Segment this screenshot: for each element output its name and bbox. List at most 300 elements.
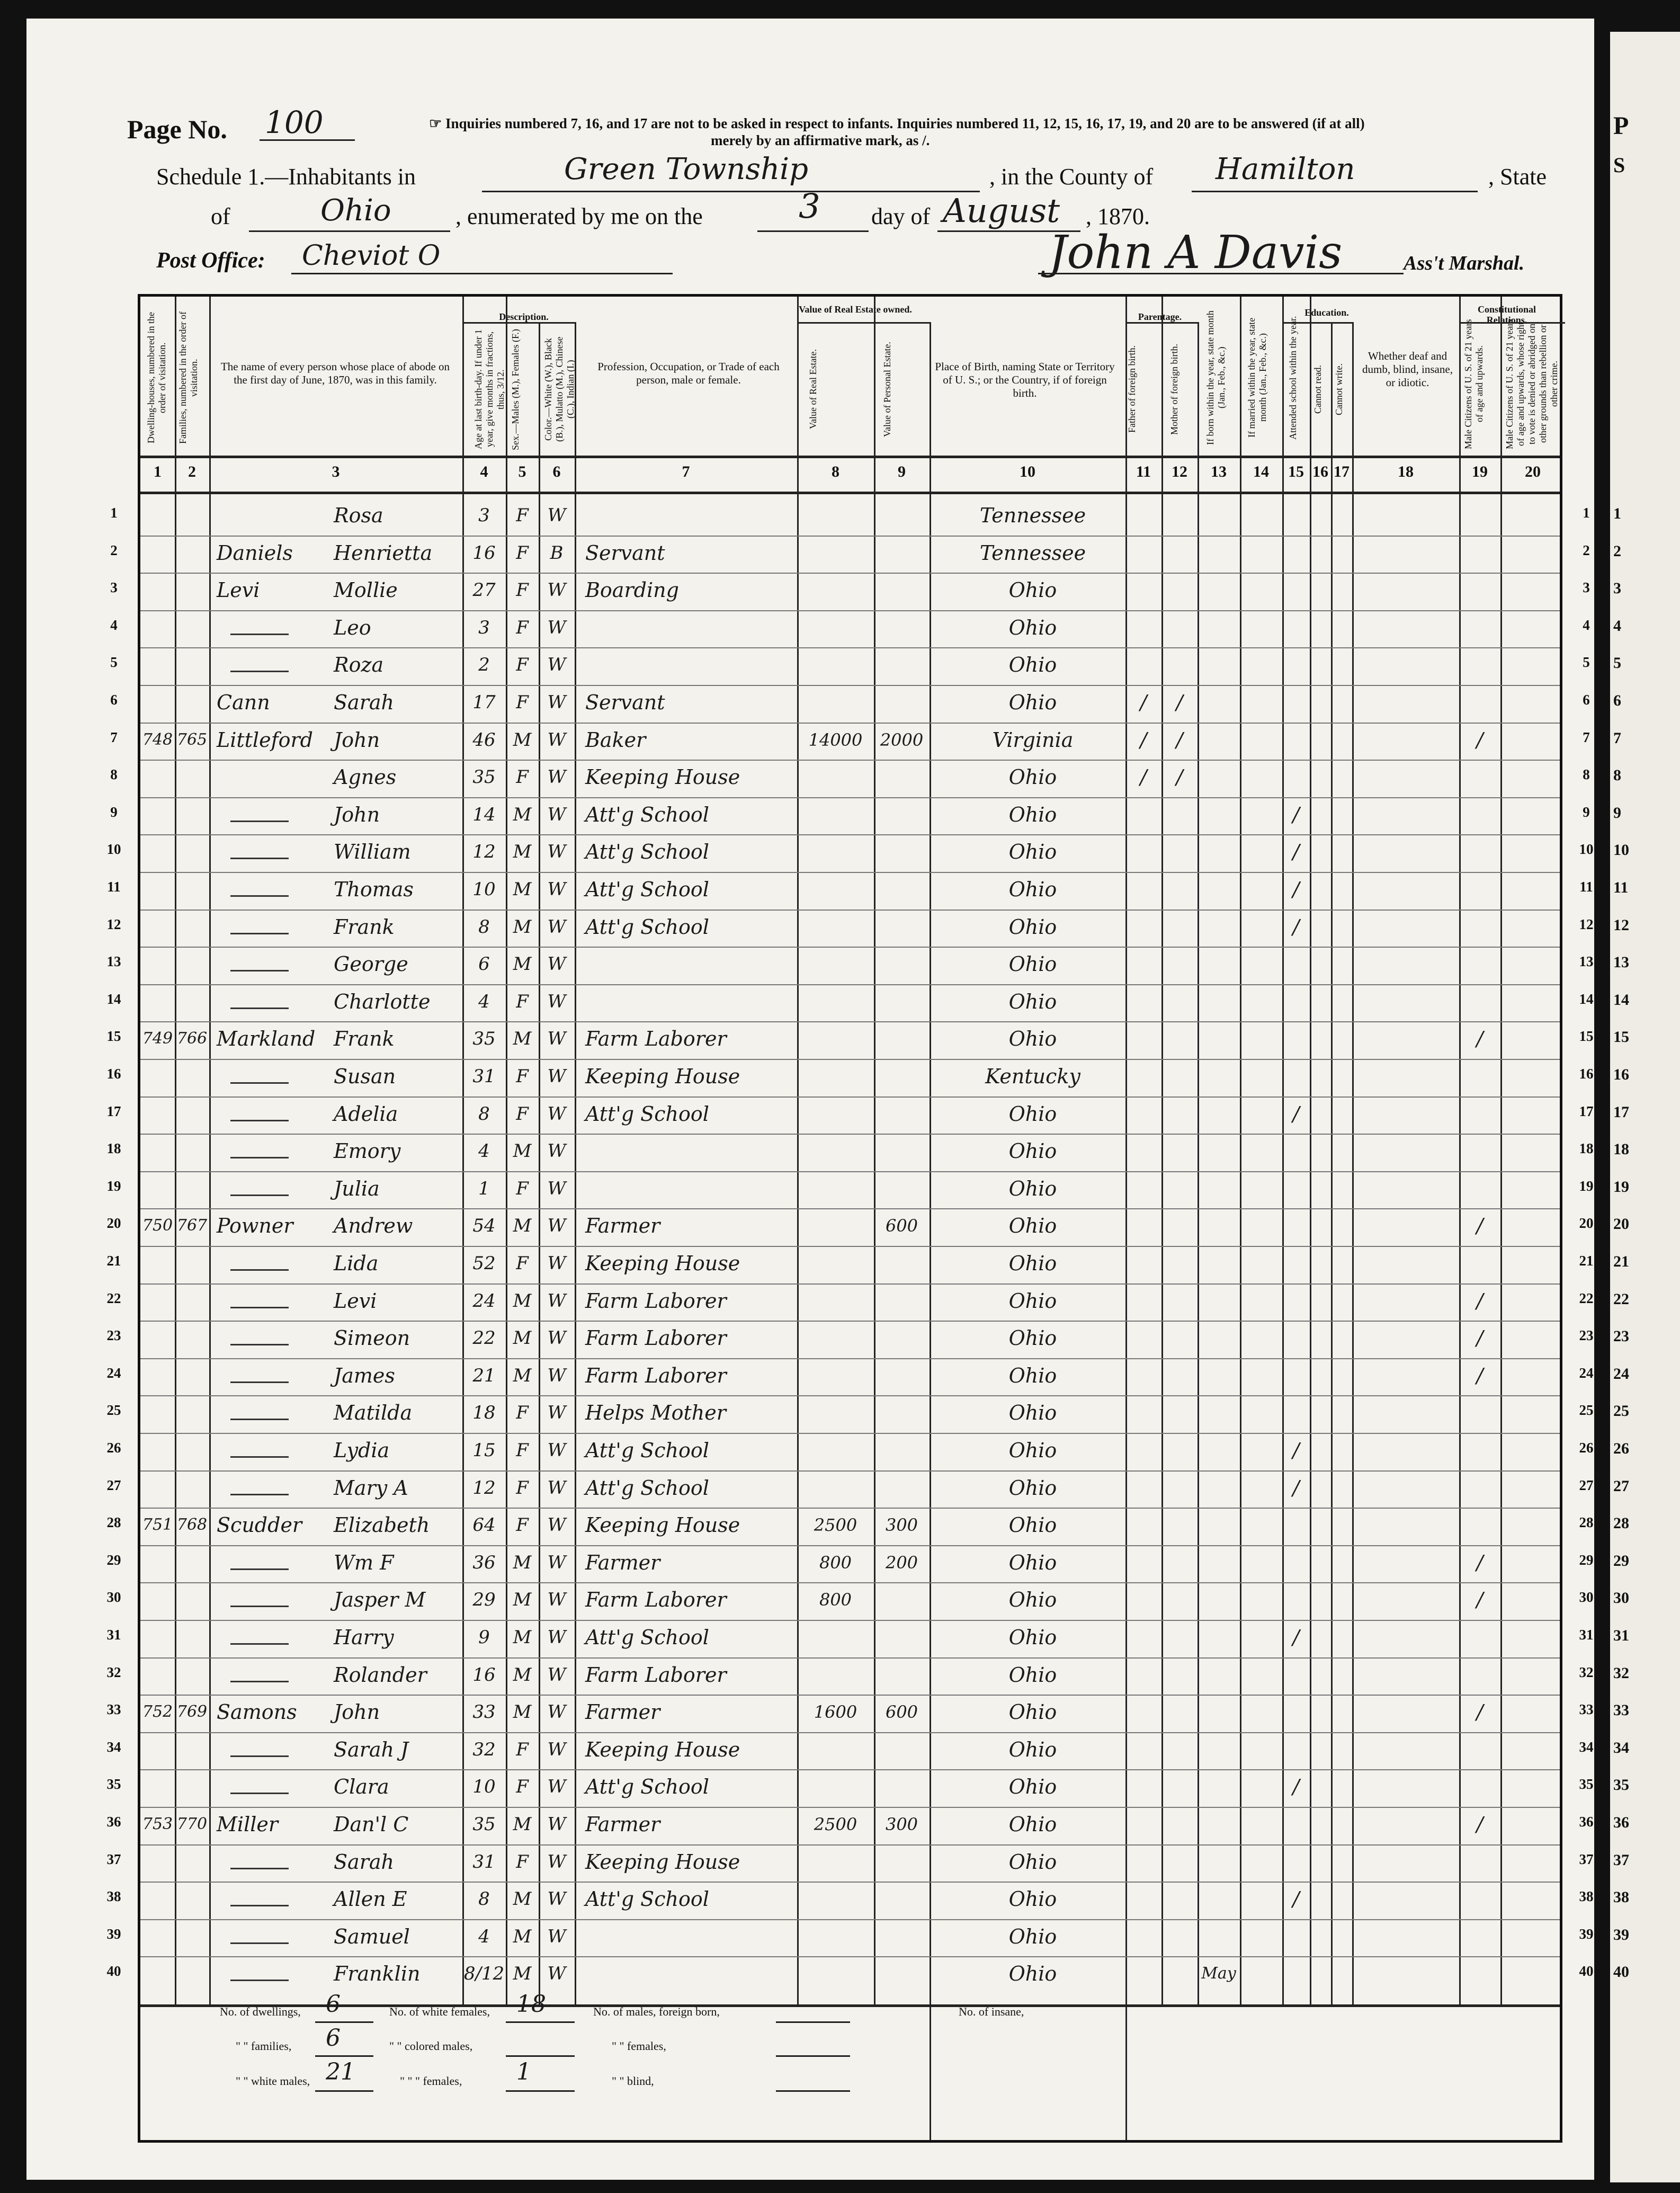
age: 1 <box>478 1178 490 1199</box>
state-label: , State <box>1488 164 1547 190</box>
grid-vline <box>1310 297 1311 2004</box>
real-estate-value: 2500 <box>814 1515 857 1536</box>
county-label: , in the County of <box>989 164 1154 190</box>
occupation: Att'g School <box>585 1775 709 1799</box>
row-number-left: 38 <box>106 1888 121 1905</box>
personal-estate-value: 600 <box>885 1216 918 1236</box>
adjacent-page-row-number: 29 <box>1613 1552 1629 1570</box>
sex: M <box>513 1589 532 1611</box>
given-name: Agnes <box>334 765 397 789</box>
occupation: Baker <box>585 728 646 752</box>
row-number-left: 16 <box>106 1066 121 1082</box>
citizen-mark: / <box>1476 1363 1484 1387</box>
grid-vline <box>209 297 211 2004</box>
adjacent-page-row-number: 1 <box>1613 505 1621 522</box>
age: 64 <box>472 1514 496 1536</box>
given-name: Rolander <box>334 1663 427 1687</box>
birthplace: Ohio <box>1008 1176 1057 1200</box>
citizen-mark: / <box>1476 1813 1484 1836</box>
color: W <box>547 953 566 975</box>
mother-foreign-mark: / <box>1176 728 1183 752</box>
attended-school-mark: / <box>1292 1476 1300 1500</box>
group-description-header: Description. <box>499 311 549 322</box>
row-number-left: 9 <box>110 804 118 820</box>
column-number-3: 3 <box>332 463 340 480</box>
col-14-header: If married within the year, state month (Jan., Feb., &c.) <box>1246 317 1268 438</box>
color: W <box>547 617 566 638</box>
adjacent-page-row-number: 35 <box>1613 1776 1629 1794</box>
occupation: Helps Mother <box>585 1401 726 1425</box>
color: W <box>547 1739 566 1760</box>
attended-school-mark: / <box>1292 878 1300 901</box>
sex: F <box>516 1776 529 1798</box>
sex: F <box>516 1253 529 1274</box>
footer-underline <box>506 2055 575 2057</box>
color: W <box>547 1589 566 1611</box>
color: W <box>547 1776 566 1798</box>
col-9-header: Value of Personal Estate. <box>882 342 892 437</box>
mother-foreign-mark: / <box>1176 691 1183 714</box>
color: W <box>547 879 566 900</box>
family-number: 769 <box>176 1702 208 1722</box>
given-name: Frank <box>334 915 395 939</box>
row-number-right: 39 <box>1579 1925 1594 1942</box>
given-name: Mollie <box>334 578 398 602</box>
grid-vline <box>1240 297 1241 2004</box>
birthplace: Ohio <box>1008 1924 1057 1948</box>
sex: F <box>516 1477 529 1499</box>
ditto-dash <box>230 1905 289 1906</box>
personal-estate-value: 300 <box>885 1515 918 1536</box>
given-name: John <box>334 1700 380 1724</box>
color: W <box>547 1925 566 1947</box>
day-underline <box>757 230 869 232</box>
day-value: 3 <box>799 187 820 226</box>
row-number-left: 33 <box>106 1701 121 1718</box>
sex: M <box>513 1701 532 1723</box>
footer-white-females-label: No. of white females, <box>389 2005 490 2018</box>
col-17-header: Cannot write. <box>1334 363 1344 415</box>
col-6-header: Color.—White (W.), Black (B.), Mulatto (M.), Chinese (C.), Indian (I.) <box>543 336 576 442</box>
col-7-header: Profession, Occupation, or Trade of each person, male or female. <box>597 360 780 386</box>
sex: F <box>516 1514 529 1536</box>
occupation: Farmer <box>585 1813 660 1836</box>
column-number-11: 11 <box>1136 463 1151 480</box>
birthplace: Ohio <box>1008 1476 1057 1500</box>
column-number-6: 6 <box>552 463 561 480</box>
row-number-left: 31 <box>106 1627 121 1643</box>
attended-school-mark: / <box>1292 840 1300 864</box>
occupation: Keeping House <box>585 1065 740 1088</box>
family-number: 766 <box>176 1029 208 1048</box>
father-foreign-mark: / <box>1140 728 1147 752</box>
birthplace: Tennessee <box>979 541 1086 565</box>
row-number-left: 27 <box>106 1477 121 1493</box>
given-name: Susan <box>334 1065 396 1088</box>
row-number-right: 9 <box>1583 804 1590 820</box>
row-number-right: 21 <box>1579 1253 1594 1269</box>
row-number-left: 40 <box>106 1963 121 1980</box>
attended-school-mark: / <box>1292 1439 1300 1462</box>
color: W <box>547 1215 566 1237</box>
age: 35 <box>472 1814 496 1835</box>
grid-vline <box>175 297 176 2004</box>
ditto-dash <box>230 1120 289 1121</box>
color: W <box>547 654 566 676</box>
row-number-right: 23 <box>1579 1327 1594 1344</box>
row-number-right: 16 <box>1579 1066 1594 1082</box>
body-bottom-rule <box>140 2004 1560 2007</box>
age: 33 <box>472 1701 496 1723</box>
sex: M <box>513 841 532 863</box>
ditto-dash <box>230 1568 289 1570</box>
age: 22 <box>472 1327 496 1349</box>
given-name: Lida <box>334 1252 379 1275</box>
dwelling-number: 748 <box>142 730 173 749</box>
given-name: James <box>334 1363 395 1387</box>
adjacent-page-row-number: 19 <box>1613 1178 1629 1196</box>
row-number-left: 35 <box>106 1776 121 1793</box>
color: W <box>547 1888 566 1910</box>
occupation: Att'g School <box>585 803 709 826</box>
state-underline <box>249 230 450 232</box>
age: 8 <box>478 916 490 938</box>
header-rule <box>140 456 1560 458</box>
color: B <box>550 542 564 564</box>
age: 8/12 <box>463 1963 505 1985</box>
adjacent-page-row-number: 11 <box>1613 879 1629 896</box>
age: 46 <box>472 729 496 751</box>
occupation: Boarding <box>585 578 679 602</box>
group-education-header: Education. <box>1304 307 1349 318</box>
adjacent-page-row-number: 18 <box>1613 1140 1629 1158</box>
footer-underline <box>315 2021 373 2023</box>
sex: M <box>513 1290 532 1312</box>
occupation: Keeping House <box>585 765 740 789</box>
birthplace: Ohio <box>1008 1289 1057 1313</box>
birthplace: Virginia <box>992 728 1074 752</box>
given-name: John <box>334 803 380 826</box>
ditto-dash <box>230 1419 289 1420</box>
adjacent-page-row-number: 12 <box>1613 916 1629 934</box>
color: W <box>547 841 566 863</box>
color: W <box>547 1327 566 1349</box>
birthplace: Tennessee <box>979 504 1086 527</box>
age: 36 <box>472 1552 496 1573</box>
age: 12 <box>472 841 496 863</box>
occupation: Farm Laborer <box>585 1363 727 1387</box>
birthplace: Ohio <box>1008 616 1057 639</box>
ditto-dash <box>230 1681 289 1682</box>
age: 16 <box>472 1664 496 1686</box>
surname: Littleford <box>217 728 314 752</box>
birthplace: Kentucky <box>985 1065 1080 1088</box>
ditto-dash <box>230 1606 289 1607</box>
age: 14 <box>472 804 496 825</box>
row-number-left: 23 <box>106 1327 121 1344</box>
row-number-right: 10 <box>1579 841 1594 858</box>
adjacent-page-row-number: 36 <box>1613 1814 1629 1831</box>
footer-underline <box>315 2055 373 2057</box>
given-name: Levi <box>334 1289 377 1313</box>
age: 3 <box>478 617 490 638</box>
adjacent-page-row-number: 32 <box>1613 1664 1629 1682</box>
row-number-right: 38 <box>1579 1888 1594 1905</box>
birthplace: Ohio <box>1008 1700 1057 1724</box>
sex: M <box>513 1925 532 1947</box>
surname: Markland <box>217 1027 316 1051</box>
age: 12 <box>472 1477 496 1499</box>
real-estate-value: 800 <box>819 1590 852 1610</box>
ditto-dash <box>230 1643 289 1645</box>
real-estate-value: 14000 <box>808 729 863 750</box>
given-name: Allen E <box>334 1887 407 1911</box>
adjacent-page-row-number: 38 <box>1613 1888 1629 1906</box>
state-value: Ohio <box>320 193 391 228</box>
sex: F <box>516 1178 529 1199</box>
adjacent-page-row-number: 27 <box>1613 1477 1629 1495</box>
color: W <box>547 1664 566 1686</box>
col-4-header: Age at last birth-day. If under 1 year, give months in fractions, thus, 3/12. <box>473 329 506 450</box>
grid-vline <box>1331 322 1333 2004</box>
given-name: Charlotte <box>334 989 431 1013</box>
row-number-right: 32 <box>1579 1664 1594 1680</box>
ditto-dash <box>230 671 289 672</box>
adjacent-page-row-number: 21 <box>1613 1253 1629 1270</box>
dwelling-number: 753 <box>142 1815 173 1833</box>
row-number-left: 14 <box>106 991 121 1007</box>
color: W <box>547 1477 566 1499</box>
given-name: Matilda <box>334 1401 413 1425</box>
age: 4 <box>478 1140 490 1162</box>
color: W <box>547 1440 566 1461</box>
row-number-left: 13 <box>106 953 121 970</box>
born-month: May <box>1201 1964 1236 1983</box>
row-number-right: 30 <box>1579 1589 1594 1606</box>
row-number-left: 1 <box>110 505 118 521</box>
father-foreign-mark: / <box>1140 765 1147 789</box>
surname: Scudder <box>217 1513 302 1537</box>
col-5-header: Sex.—Males (M.), Females (F.) <box>510 328 521 450</box>
birthplace: Ohio <box>1008 1401 1057 1425</box>
page-number-underline <box>260 139 355 141</box>
column-number-4: 4 <box>480 463 488 480</box>
col-19-header: Male Citizens of U. S. of 21 years of age and upwards. <box>1463 319 1485 449</box>
row-number-right: 19 <box>1579 1178 1594 1194</box>
given-name: William <box>334 840 411 864</box>
township-underline <box>482 191 980 192</box>
sex: F <box>516 580 529 601</box>
age: 2 <box>478 654 490 676</box>
footer-males-foreign-label: No. of males, foreign born, <box>593 2005 720 2018</box>
adjacent-page-row-number: 7 <box>1613 729 1621 747</box>
sex: M <box>513 1028 532 1050</box>
group-header-underline <box>1282 322 1352 324</box>
sex: F <box>516 991 529 1012</box>
column-number-20: 20 <box>1525 463 1541 480</box>
adjacent-page-row-number: 2 <box>1613 542 1621 560</box>
column-number-10: 10 <box>1020 463 1035 480</box>
birthplace: Ohio <box>1008 1252 1057 1275</box>
schedule-label: Schedule 1.—Inhabitants in <box>156 164 416 190</box>
ditto-dash <box>230 1494 289 1495</box>
adjacent-page-letter: S <box>1613 153 1625 177</box>
ditto-dash <box>230 1269 289 1271</box>
given-name: Sarah J <box>334 1737 409 1761</box>
row-number-left: 37 <box>106 1851 121 1867</box>
sex: F <box>516 1739 529 1760</box>
column-number-9: 9 <box>898 463 906 480</box>
row-number-right: 2 <box>1583 542 1590 558</box>
ditto-dash <box>230 634 289 635</box>
row-number-left: 2 <box>110 542 118 558</box>
day-of-label: day of <box>871 203 931 229</box>
family-number: 770 <box>176 1815 208 1833</box>
age: 10 <box>472 1776 496 1798</box>
adjacent-page-row-number: 20 <box>1613 1215 1629 1233</box>
age: 10 <box>472 879 496 900</box>
sex: M <box>513 1140 532 1162</box>
sex: F <box>516 1066 529 1087</box>
sex: M <box>513 953 532 975</box>
row-number-right: 26 <box>1579 1440 1594 1456</box>
row-number-left: 8 <box>110 766 118 783</box>
sex: M <box>513 1552 532 1573</box>
family-number: 768 <box>176 1516 208 1535</box>
given-name: Emory <box>334 1139 401 1163</box>
row-number-right: 3 <box>1583 580 1590 596</box>
county-value: Hamilton <box>1216 152 1355 186</box>
color: W <box>547 1140 566 1162</box>
occupation: Att'g School <box>585 1439 709 1462</box>
sex: M <box>513 1215 532 1237</box>
sex: M <box>513 879 532 900</box>
given-name: Leo <box>334 616 371 639</box>
column-number-2: 2 <box>188 463 196 480</box>
row-number-right: 12 <box>1579 916 1594 932</box>
real-estate-value: 1600 <box>814 1702 857 1723</box>
ditto-dash <box>230 1456 289 1458</box>
citizen-mark: / <box>1476 728 1484 752</box>
footer-underline <box>776 2090 850 2092</box>
col-15-header: Attended school within the year. <box>1288 316 1298 440</box>
given-name: Rosa <box>334 504 383 527</box>
occupation: Farmer <box>585 1700 660 1724</box>
page-number-value: 100 <box>265 104 324 140</box>
sex: F <box>516 617 529 638</box>
sex: F <box>516 1402 529 1424</box>
adjacent-page-row-number: 26 <box>1613 1440 1629 1457</box>
age: 16 <box>472 542 496 564</box>
age: 32 <box>472 1739 496 1760</box>
ditto-dash <box>230 1868 289 1869</box>
sex: F <box>516 766 529 788</box>
color: W <box>547 1963 566 1985</box>
row-number-left: 28 <box>106 1514 121 1531</box>
grid-vline <box>930 322 931 2140</box>
color: W <box>547 1066 566 1087</box>
row-number-right: 29 <box>1579 1552 1594 1568</box>
color: W <box>547 1103 566 1125</box>
birthplace: Ohio <box>1008 952 1057 976</box>
footer-blind-label: " " blind, <box>612 2074 654 2088</box>
adjacent-page-edge <box>1610 32 1680 2182</box>
surname: Miller <box>217 1813 279 1836</box>
grid-vline <box>797 297 799 2004</box>
occupation: Att'g School <box>585 915 709 939</box>
sex: M <box>513 916 532 938</box>
personal-estate-value: 600 <box>885 1702 918 1723</box>
col-3-header: The name of every person whose place of abode on the first day of June, 1870, was in this family. <box>220 360 450 386</box>
birthplace: Ohio <box>1008 578 1057 602</box>
given-name: Julia <box>334 1176 380 1200</box>
birthplace: Ohio <box>1008 989 1057 1013</box>
post-office-underline <box>291 273 673 274</box>
row-number-right: 27 <box>1579 1477 1594 1493</box>
grid-vline <box>874 297 875 2004</box>
birthplace: Ohio <box>1008 1363 1057 1387</box>
sex: M <box>513 804 532 825</box>
birthplace: Ohio <box>1008 1737 1057 1761</box>
dwelling-number: 752 <box>142 1702 173 1722</box>
age: 54 <box>472 1215 496 1237</box>
column-number-1: 1 <box>154 463 162 480</box>
ditto-dash <box>230 933 289 934</box>
given-name: Simeon <box>334 1326 410 1350</box>
surname: Samons <box>217 1700 297 1724</box>
age: 52 <box>472 1253 496 1274</box>
row-number-left: 18 <box>106 1140 121 1157</box>
adjacent-page-row-number: 23 <box>1613 1327 1629 1345</box>
column-number-13: 13 <box>1211 463 1227 480</box>
row-number-left: 6 <box>110 692 118 708</box>
row-number-right: 40 <box>1579 1963 1594 1980</box>
birthplace: Ohio <box>1008 803 1057 826</box>
row-number-right: 4 <box>1583 617 1590 633</box>
column-number-14: 14 <box>1253 463 1269 480</box>
adjacent-page-row-number: 25 <box>1613 1402 1629 1420</box>
ditto-dash <box>230 821 289 822</box>
dwelling-number: 750 <box>142 1216 173 1235</box>
row-number-right: 6 <box>1583 692 1590 708</box>
col-16-header: Cannot read. <box>1312 365 1323 414</box>
row-number-right: 22 <box>1579 1290 1594 1306</box>
row-number-left: 24 <box>106 1365 121 1381</box>
ditto-dash <box>230 1755 289 1757</box>
adjacent-page-row-number: 22 <box>1613 1290 1629 1308</box>
personal-estate-value: 2000 <box>880 729 924 750</box>
age: 15 <box>472 1440 496 1461</box>
age: 6 <box>478 953 490 975</box>
occupation: Att'g School <box>585 1476 709 1500</box>
birthplace: Ohio <box>1008 1962 1057 1986</box>
column-number-5: 5 <box>518 463 526 480</box>
color: W <box>547 1514 566 1536</box>
column-number-7: 7 <box>682 463 690 480</box>
color: W <box>547 1178 566 1199</box>
col-20-header: Male Citizens of U. S. of 21 years of age and upwards, whose right to vote is denied or abridged on other grounds than rebellion or other crime. <box>1504 319 1559 449</box>
ditto-dash <box>230 858 289 859</box>
row-number-left: 36 <box>106 1814 121 1830</box>
given-name: Henrietta <box>334 541 433 565</box>
sex: M <box>513 729 532 751</box>
birthplace: Ohio <box>1008 1663 1057 1687</box>
attended-school-mark: / <box>1292 1102 1300 1126</box>
birthplace: Ohio <box>1008 915 1057 939</box>
birthplace: Ohio <box>1008 1813 1057 1836</box>
color: W <box>547 1814 566 1835</box>
marshal-label: Ass't Marshal. <box>1404 252 1525 274</box>
